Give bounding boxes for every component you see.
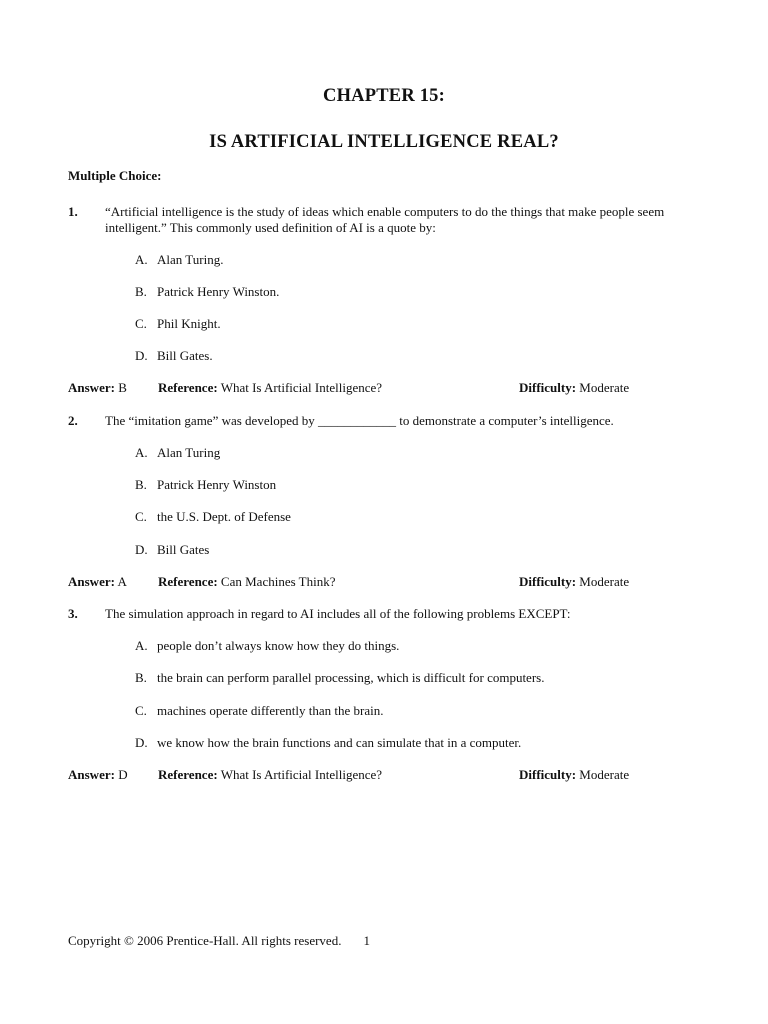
section-heading: Multiple Choice: xyxy=(68,168,162,183)
option-c xyxy=(135,703,383,719)
option-letter: D. xyxy=(135,735,148,750)
question-stem xyxy=(105,413,725,429)
question-number: 3. xyxy=(68,606,78,621)
answer-row xyxy=(68,380,708,396)
reference-value: What Is Artificial Intelligence? xyxy=(220,380,383,395)
option-letter: D. xyxy=(135,348,148,363)
answer-value: B xyxy=(118,380,127,395)
reference-field xyxy=(158,574,336,590)
answer-field xyxy=(68,380,127,396)
question-stem: The simulation approach in regard to AI includes all of the following problems EXCEPT: xyxy=(105,606,571,621)
difficulty-value: Moderate xyxy=(579,574,630,589)
option-letter: C. xyxy=(135,509,147,524)
option-letter: B. xyxy=(135,477,147,492)
question-stem xyxy=(105,204,725,236)
question-number: 2. xyxy=(68,413,78,428)
reference-label: Reference: xyxy=(158,380,218,395)
option-b xyxy=(135,284,279,300)
reference-value: Can Machines Think? xyxy=(220,574,336,589)
option-letter: B. xyxy=(135,284,147,299)
option-d xyxy=(135,348,213,364)
option-letter: A. xyxy=(135,252,148,267)
option-d xyxy=(135,542,209,558)
option-b xyxy=(135,670,544,686)
answer-row xyxy=(68,767,708,783)
answer-value: A xyxy=(117,574,127,589)
option-letter: A. xyxy=(135,445,148,460)
question-stem-text: to demonstrate a computer’s intelligence. xyxy=(395,413,614,428)
option-a xyxy=(135,252,223,268)
difficulty-field xyxy=(519,380,629,396)
option-c xyxy=(135,509,291,525)
reference-label: Reference: xyxy=(158,574,218,589)
option-text: Bill Gates. xyxy=(157,348,213,363)
answer-row xyxy=(68,574,708,590)
option-text: machines operate differently than the brain. xyxy=(157,703,384,718)
option-text: Patrick Henry Winston. xyxy=(157,284,280,299)
option-text: Alan Turing. xyxy=(157,252,224,267)
chapter-title: IS ARTIFICIAL INTELLIGENCE REAL? xyxy=(209,132,559,152)
page-footer xyxy=(68,933,370,949)
difficulty-label: Difficulty: xyxy=(519,380,577,395)
option-letter: B. xyxy=(135,670,147,685)
fill-in-blank: ____________ xyxy=(317,413,396,428)
difficulty-value: Moderate xyxy=(579,380,630,395)
reference-field xyxy=(158,767,382,783)
option-letter: C. xyxy=(135,703,147,718)
question-stem-text: The “imitation game” was developed by xyxy=(105,413,318,428)
answer-label: Answer: xyxy=(68,380,115,395)
answer-label: Answer: xyxy=(68,574,115,589)
copyright-notice: Copyright © 2006 Prentice-Hall. All rights reserved. xyxy=(68,933,342,948)
chapter-heading: CHAPTER 15: xyxy=(323,86,445,106)
difficulty-field xyxy=(519,767,629,783)
option-c xyxy=(135,316,221,332)
option-text: Patrick Henry Winston xyxy=(157,477,277,492)
difficulty-field xyxy=(519,574,629,590)
option-text: we know how the brain functions and can simulate that in a computer. xyxy=(157,735,522,750)
difficulty-label: Difficulty: xyxy=(519,767,577,782)
option-letter: D. xyxy=(135,542,148,557)
option-d xyxy=(135,735,521,751)
answer-label: Answer: xyxy=(68,767,115,782)
option-a xyxy=(135,638,399,654)
reference-value: What Is Artificial Intelligence? xyxy=(220,767,383,782)
reference-label: Reference: xyxy=(158,767,218,782)
answer-value: D xyxy=(118,767,128,782)
option-text: Bill Gates xyxy=(157,542,210,557)
option-letter: C. xyxy=(135,316,147,331)
answer-field xyxy=(68,574,127,590)
option-text: people don’t always know how they do things. xyxy=(157,638,400,653)
difficulty-label: Difficulty: xyxy=(519,574,577,589)
difficulty-value: Moderate xyxy=(579,767,630,782)
option-text: Phil Knight. xyxy=(157,316,221,331)
page-number: 1 xyxy=(363,933,370,948)
question-number: 1. xyxy=(68,204,78,219)
question-stem-line: “Artificial intelligence is the study of ideas which enable computers to do the things that make people seem xyxy=(105,204,665,219)
option-b xyxy=(135,477,276,493)
answer-field xyxy=(68,767,128,783)
option-a xyxy=(135,445,220,461)
option-text: Alan Turing xyxy=(157,445,221,460)
option-text: the U.S. Dept. of Defense xyxy=(157,509,291,524)
option-letter: A. xyxy=(135,638,148,653)
option-text: the brain can perform parallel processing, which is difficult for computers. xyxy=(157,670,545,685)
question-stem-line: intelligent.” This commonly used definition of AI is a quote by: xyxy=(105,220,436,235)
reference-field xyxy=(158,380,382,396)
